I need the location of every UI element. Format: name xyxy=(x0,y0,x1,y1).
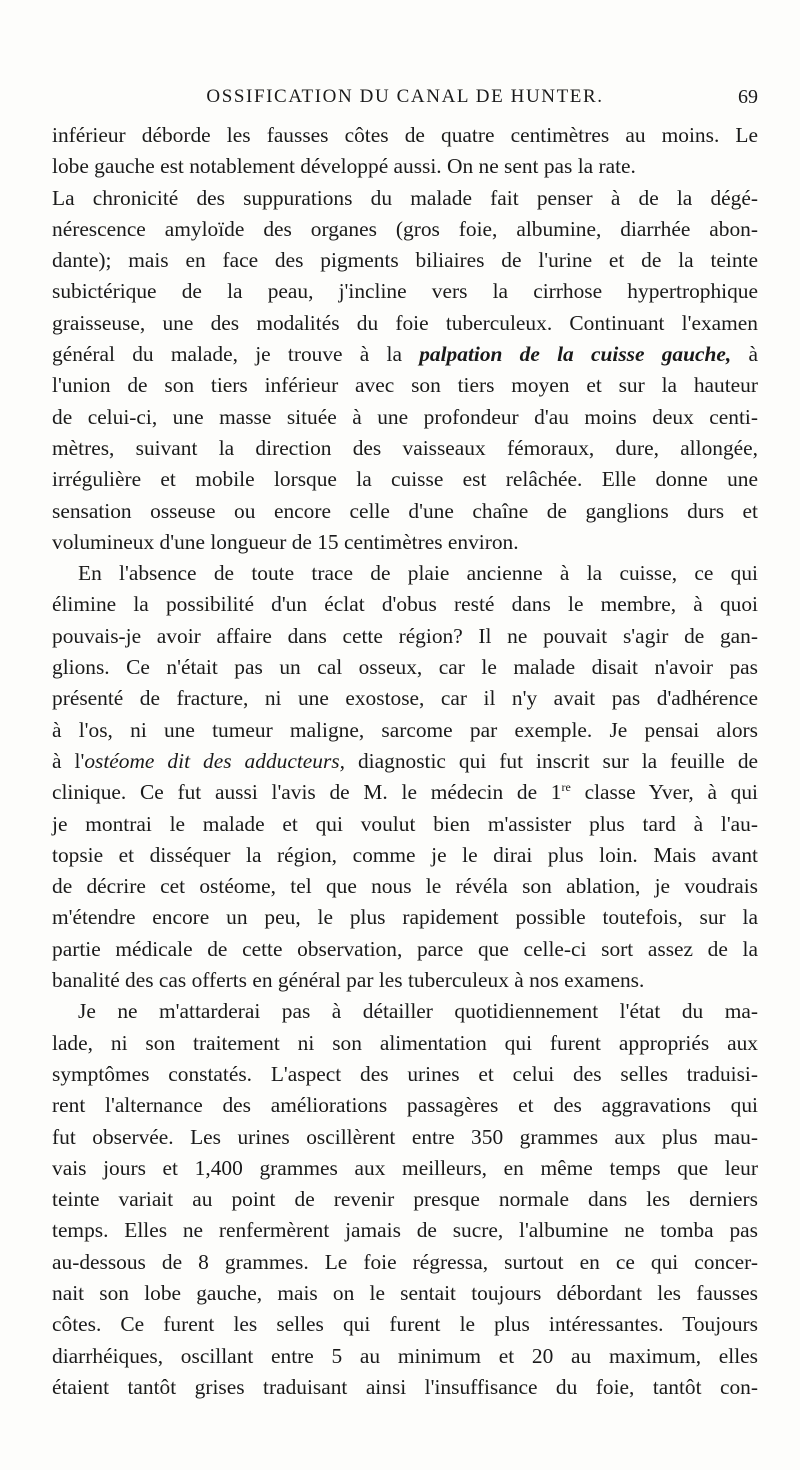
text-line: fut observée. Les urines oscillèrent entre 350 grammes aux plus mau- xyxy=(52,1124,758,1149)
text-line: présenté de fracture, ni une exostose, car il n'y avait pas d'adhérence xyxy=(52,686,758,711)
text-line xyxy=(52,339,758,370)
text-line: subictérique de la peau, j'incline vers la cirrhose hypertrophique xyxy=(52,279,758,304)
text-line: rent l'alternance des améliorations passagères et des aggravations qui xyxy=(52,1093,758,1118)
text-line xyxy=(52,777,758,808)
running-title: OSSIFICATION DU CANAL DE HUNTER. xyxy=(206,86,604,107)
text-line: mètres, suivant la direction des vaisseaux fémoraux, dure, allongée, xyxy=(52,435,758,460)
text-line: vais jours et 1,400 grammes aux meilleurs, en même temps que leur xyxy=(52,1155,758,1180)
text-line: l'union de son tiers inférieur avec son tiers moyen et sur la hauteur xyxy=(52,373,758,398)
text-line: volumineux d'une longueur de 15 centimètres environ. xyxy=(52,529,519,554)
text-line: m'étendre encore un peu, le plus rapidement possible toutefois, sur la xyxy=(52,905,758,930)
text-line: nérescence amyloïde des organes (gros foie, albumine, diarrhée abon- xyxy=(52,216,758,241)
text-line: temps. Elles ne renfermèrent jamais de sucre, l'albumine ne tomba pas xyxy=(52,1218,758,1243)
text-fragment: diagnostic qui fut inscrit sur la feuille de xyxy=(344,748,759,773)
text-line: étaient tantôt grises traduisant ainsi l'insuffisance du foie, tantôt con- xyxy=(52,1374,758,1399)
page-number: 69 xyxy=(738,86,758,108)
text-line: banalité des cas offerts en général par les tuberculeux à nos examens. xyxy=(52,968,645,993)
text-fragment: clinique. Ce fut aussi l'avis de M. le médecin de 1 xyxy=(52,780,562,805)
text-fragment: à xyxy=(731,342,758,367)
text-line: au-dessous de 8 grammes. Le foie régressa, surtout en ce qui concer- xyxy=(52,1249,758,1274)
paragraph-start-line: Je ne m'attarderai pas à détailler quotidiennement l'état du ma- xyxy=(78,999,758,1024)
text-line: glions. Ce n'était pas un cal osseux, car le malade disait n'avoir pas xyxy=(52,655,758,680)
italic-emphasis: ostéome dit des adducteurs, xyxy=(84,748,345,773)
italic-emphasis: palpation de la cuisse gauche, xyxy=(419,342,732,367)
text-line: La chronicité des suppurations du malade fait penser à de la dégé- xyxy=(52,185,758,210)
text-fragment: à l' xyxy=(52,748,85,773)
text-line: de celui-ci, une masse située à une profondeur d'au moins deux centi- xyxy=(52,404,758,429)
text-line: sensation osseuse ou encore celle d'une chaîne de ganglions durs et xyxy=(52,498,758,523)
text-line: partie médicale de cette observation, parce que celle-ci sort assez de la xyxy=(52,936,758,961)
text-line: graisseuse, une des modalités du foie tuberculeux. Continuant l'examen xyxy=(52,310,758,335)
text-line: nait son lobe gauche, mais on le sentait toujours débordant les fausses xyxy=(52,1280,758,1305)
text-line: teinte variait au point de revenir presque normale dans les derniers xyxy=(52,1187,758,1212)
superscript: re xyxy=(561,780,571,795)
text-line: élimine la possibilité d'un éclat d'obus resté dans le membre, à quoi xyxy=(52,592,758,617)
paragraph-start-line: En l'absence de toute trace de plaie ancienne à la cuisse, ce qui xyxy=(78,561,758,586)
body-text xyxy=(52,120,758,1403)
text-line: je montrai le malade et qui voulut bien m'assister plus tard à l'au- xyxy=(52,811,758,836)
text-line: dante); mais en face des pigments biliaires de l'urine et de la teinte xyxy=(52,248,758,273)
text-line: côtes. Ce furent les selles qui furent le plus intéressantes. Toujours xyxy=(52,1312,758,1337)
text-line: symptômes constatés. L'aspect des urines et celui des selles traduisi- xyxy=(52,1061,758,1086)
text-line: de décrire cet ostéome, tel que nous le révéla son ablation, je voudrais xyxy=(52,874,758,899)
text-fragment: général du malade, je trouve à la xyxy=(52,342,420,367)
running-head xyxy=(52,86,758,116)
text-line xyxy=(52,746,758,777)
text-line: lobe gauche est notablement développé aussi. On ne sent pas la rate. xyxy=(52,154,636,179)
text-line: diarrhéiques, oscillant entre 5 au minimum et 20 au maximum, elles xyxy=(52,1343,758,1368)
text-line: pouvais-je avoir affaire dans cette région? Il ne pouvait s'agir de gan- xyxy=(52,623,758,648)
text-fragment: classe Yver, à qui xyxy=(570,780,759,805)
text-line: irrégulière et mobile lorsque la cuisse est relâchée. Elle donne une xyxy=(52,467,758,492)
text-line: topsie et disséquer la région, comme je le dirai plus loin. Mais avant xyxy=(52,842,758,867)
text-line: lade, ni son traitement ni son alimentation qui furent appropriés aux xyxy=(52,1030,758,1055)
text-line: à l'os, ni une tumeur maligne, sarcome par exemple. Je pensai alors xyxy=(52,717,758,742)
text-line: inférieur déborde les fausses côtes de quatre centimètres au moins. Le xyxy=(52,123,758,147)
